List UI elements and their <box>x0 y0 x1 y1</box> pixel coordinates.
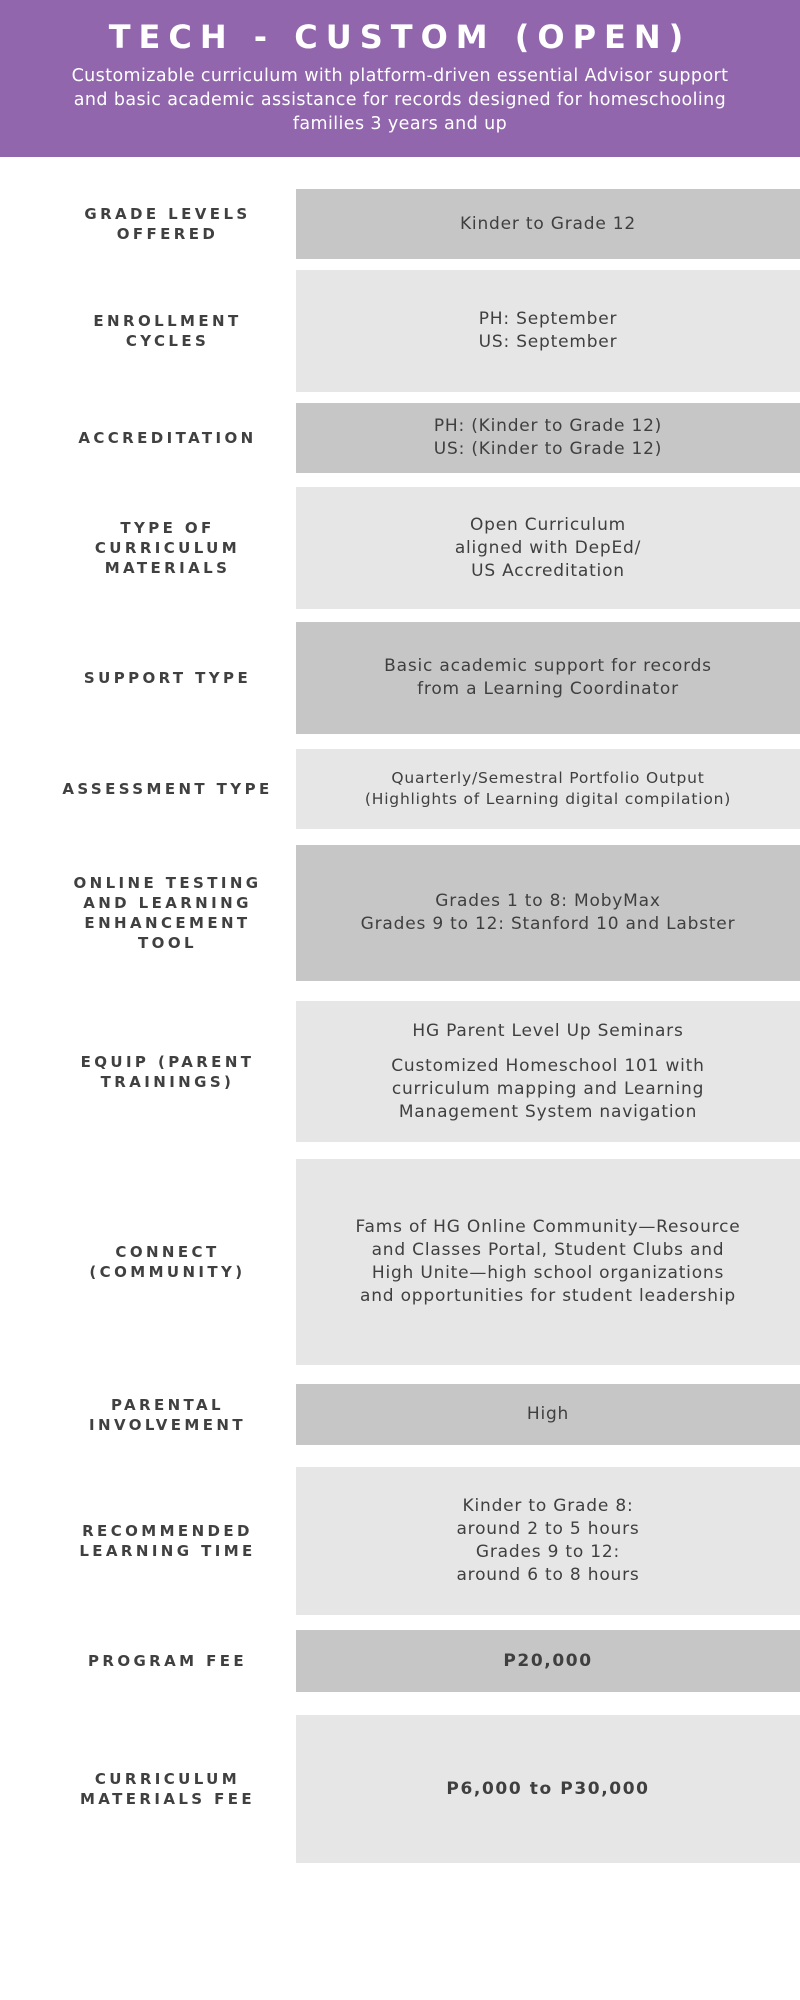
label-parental-involvement: PARENTAL INVOLVEMENT <box>89 1395 246 1434</box>
value-line: and opportunities for student leadership <box>360 1286 736 1306</box>
label-support-type: SUPPORT TYPE <box>83 669 252 687</box>
value-line: PH: September <box>478 309 618 329</box>
page-title: TECH - CUSTOM (OPEN) <box>108 18 692 56</box>
value-line: US Accreditation <box>471 560 625 581</box>
value-line: Management System navigation <box>398 1101 698 1122</box>
value-line: High Unite—high school organizations <box>371 1263 725 1283</box>
value-line: and Classes Portal, Student Clubs and <box>371 1240 725 1260</box>
value-accreditation <box>296 403 800 473</box>
value-online-testing-tool <box>296 845 800 981</box>
value-enrollment-cycles <box>296 270 800 392</box>
label-recommended-learning-time: RECOMMENDED LEARNING TIME <box>79 1522 256 1560</box>
label-curriculum-materials-fee: CURRICULUM MATERIALS FEE <box>79 1770 256 1808</box>
value-line: Customized Homeschool 101 with <box>391 1055 705 1076</box>
label-accreditation: ACCREDITATION <box>78 429 257 447</box>
label-connect-community: CONNECT (COMMUNITY) <box>89 1243 246 1281</box>
header-banner <box>0 0 800 157</box>
label-equip-parent-trainings: EQUIP (PARENT TRAININGS) <box>80 1052 255 1091</box>
value-line: Open Curriculum <box>469 514 627 535</box>
value-connect-community <box>296 1159 800 1365</box>
value-curriculum-materials-fee <box>296 1715 800 1863</box>
value-line: Fams of HG Online Community—Resource <box>355 1217 741 1237</box>
label-enrollment-cycles: ENROLLMENT CYCLES <box>93 312 242 350</box>
value-line: Basic academic support for records <box>384 656 712 676</box>
value-line: PH: (Kinder to Grade 12) <box>433 416 663 436</box>
value-line: P20,000 <box>503 1650 593 1671</box>
value-line: US: September <box>478 332 618 352</box>
value-line: Quarterly/Semestral Portfolio Output <box>391 769 705 787</box>
value-line: Grades 9 to 12: <box>475 1542 621 1562</box>
value-line: P6,000 to P30,000 <box>446 1778 650 1799</box>
value-line: Grades 1 to 8: MobyMax <box>435 891 661 911</box>
value-line: curriculum mapping and Learning <box>391 1078 705 1099</box>
value-equip-parent-trainings <box>296 1001 800 1142</box>
value-line: HG Parent Level Up Seminars <box>412 1020 684 1041</box>
label-curriculum-materials-type: TYPE OF CURRICULUM MATERIALS <box>94 519 241 577</box>
value-line: US: (Kinder to Grade 12) <box>433 439 663 459</box>
value-line: Grades 9 to 12: Stanford 10 and Labster <box>360 914 736 934</box>
value-line: (Highlights of Learning digital compilation) <box>364 790 732 808</box>
value-line: aligned with DepEd/ <box>454 537 642 558</box>
value-line: High <box>526 1404 570 1424</box>
label-program-fee: PROGRAM FEE <box>87 1652 248 1670</box>
value-support-type <box>296 622 800 734</box>
label-assessment-type: ASSESSMENT TYPE <box>62 780 273 798</box>
value-line: Kinder to Grade 12 <box>459 213 637 234</box>
value-line: around 2 to 5 hours <box>456 1519 640 1539</box>
label-online-testing-tool: ONLINE TESTING AND LEARNING ENHANCEMENT TOOL <box>73 874 262 952</box>
value-recommended-learning-time <box>296 1467 800 1615</box>
page-subtitle: Customizable curriculum with platform-driven essential Advisor support and basic academic assistance for records designed for homeschooling families 3 years and up <box>71 66 729 134</box>
value-line: Kinder to Grade 8: <box>462 1496 634 1516</box>
label-grade-levels: GRADE LEVELS OFFERED <box>84 205 251 243</box>
value-parental-involvement <box>296 1384 800 1445</box>
value-assessment-type <box>296 749 800 829</box>
value-curriculum-materials-type <box>296 487 800 609</box>
value-line: from a Learning Coordinator <box>417 679 679 699</box>
value-program-fee <box>296 1630 800 1692</box>
value-line: around 6 to 8 hours <box>456 1565 640 1585</box>
value-grade-levels <box>296 189 800 259</box>
